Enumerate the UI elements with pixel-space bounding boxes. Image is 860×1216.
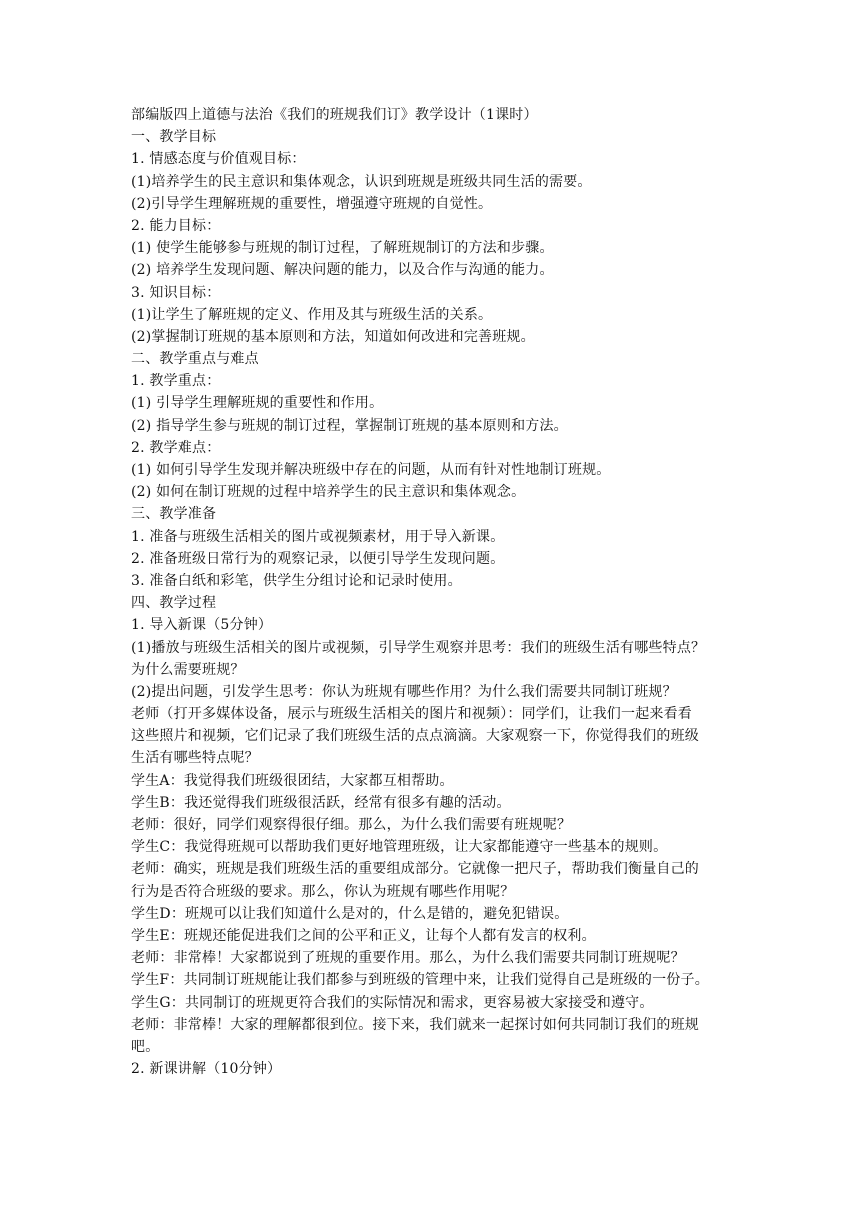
subsection-heading: 2. 教学难点：	[131, 439, 221, 456]
text-line: (1) 引导学生理解班规的重要性和作用。	[131, 395, 384, 412]
text-line: (1) 使学生能够参与班规的制订过程，了解班规制订的方法和步骤。	[131, 240, 554, 257]
section-heading: 二、教学重点与难点	[131, 351, 259, 368]
dialogue-line: 学生E：班规还能促进我们之间的公平和正义，让每个人都有发言的权利。	[131, 927, 596, 944]
text-line: (2)引导学生理解班规的重要性，增强遵守班规的自觉性。	[131, 195, 493, 212]
dialogue-line: 行为是否符合班级的要求。那么，你认为班规有哪些作用呢？	[131, 883, 515, 900]
section-heading: 一、教学目标	[131, 129, 217, 146]
text-line: (2) 指导学生参与班规的制订过程，掌握制订班规的基本原则和方法。	[131, 417, 568, 434]
subsection-heading: 2. 能力目标：	[131, 217, 221, 234]
text-line: (2)提出问题，引发学生思考：你认为班规有哪些作用？为什么我们需要共同制订班规？	[131, 683, 677, 700]
document-page	[131, 104, 741, 1080]
document-title: 部编版四上道德与法治《我们的班规我们订》教学设计（1课时）	[131, 107, 538, 123]
text-line: 2. 准备班级日常行为的观察记录，以便引导学生发现问题。	[131, 550, 505, 567]
text-line: (1)播放与班级生活相关的图片或视频，引导学生观察并思考：我们的班级生活有哪些特点？	[131, 639, 706, 656]
text-line: 1. 准备与班级生活相关的图片或视频素材，用于导入新课。	[131, 528, 505, 545]
dialogue-line: 吧。	[131, 1038, 160, 1055]
dialogue-line: 老师：确实，班规是我们班级生活的重要组成部分。它就像一把尺子，帮助我们衡量自己的	[131, 861, 699, 878]
subsection-heading: 2. 新课讲解（10分钟）	[131, 1061, 282, 1078]
text-line: (1)让学生了解班规的定义、作用及其与班级生活的关系。	[131, 306, 493, 323]
dialogue-line: 学生F：共同制订班规能让我们都参与到班级的管理中来，让我们觉得自己是班级的一份子。	[131, 972, 709, 989]
subsection-heading: 1. 导入新课（5分钟）	[131, 617, 273, 634]
dialogue-line: 学生B：我还觉得我们班级很活跃，经常有很多有趣的活动。	[131, 794, 511, 811]
dialogue-line: 学生C：我觉得班规可以帮助我们更好地管理班级，让大家都能遵守一些基本的规则。	[131, 839, 668, 856]
text-line: 3. 准备白纸和彩笔，供学生分组讨论和记录时使用。	[131, 572, 462, 589]
subsection-heading: 1. 教学重点：	[131, 373, 221, 390]
dialogue-line: 学生G：共同制订的班规更符合我们的实际情况和需求，更容易被大家接受和遵守。	[131, 994, 654, 1011]
subsection-heading: 1. 情感态度与价值观目标：	[131, 151, 306, 168]
text-line: 为什么需要班规？	[131, 661, 245, 678]
text-line: (1) 如何引导学生发现并解决班级中存在的问题，从而有针对性地制订班规。	[131, 462, 611, 478]
subsection-heading: 3. 知识目标：	[131, 284, 221, 301]
dialogue-line: 学生D：班规可以让我们知道什么是对的，什么是错的，避免犯错误。	[131, 905, 569, 922]
dialogue-line: 老师：非常棒！大家都说到了班规的重要作用。那么，为什么我们需要共同制订班规呢？	[131, 950, 685, 967]
text-line: 生活有哪些特点呢？	[131, 750, 259, 767]
text-line: (2)掌握制订班规的基本原则和方法，知道如何改进和完善班规。	[131, 328, 535, 345]
text-line: (2) 如何在制订班规的过程中培养学生的民主意识和集体观念。	[131, 484, 526, 501]
dialogue-line: 学生A：我觉得我们班级很团结，大家都互相帮助。	[131, 772, 454, 789]
section-heading: 三、教学准备	[131, 506, 217, 523]
text-line: 这些照片和视频，它们记录了我们班级生活的点点滴滴。大家观察一下，你觉得我们的班级	[131, 728, 699, 745]
text-line: (2) 培养学生发现问题、解决问题的能力，以及合作与沟通的能力。	[131, 262, 554, 279]
dialogue-line: 老师：非常棒！大家的理解都很到位。接下来，我们就来一起探讨如何共同制订我们的班规	[131, 1016, 699, 1033]
text-line: 老师（打开多媒体设备，展示与班级生活相关的图片和视频）：同学们，让我们一起来看看	[131, 706, 692, 723]
section-heading: 四、教学过程	[131, 595, 217, 612]
text-line: (1)培养学生的民主意识和集体观念，认识到班规是班级共同生活的需要。	[131, 173, 592, 190]
dialogue-line: 老师：很好，同学们观察得很仔细。那么，为什么我们需要有班规呢？	[131, 817, 572, 833]
